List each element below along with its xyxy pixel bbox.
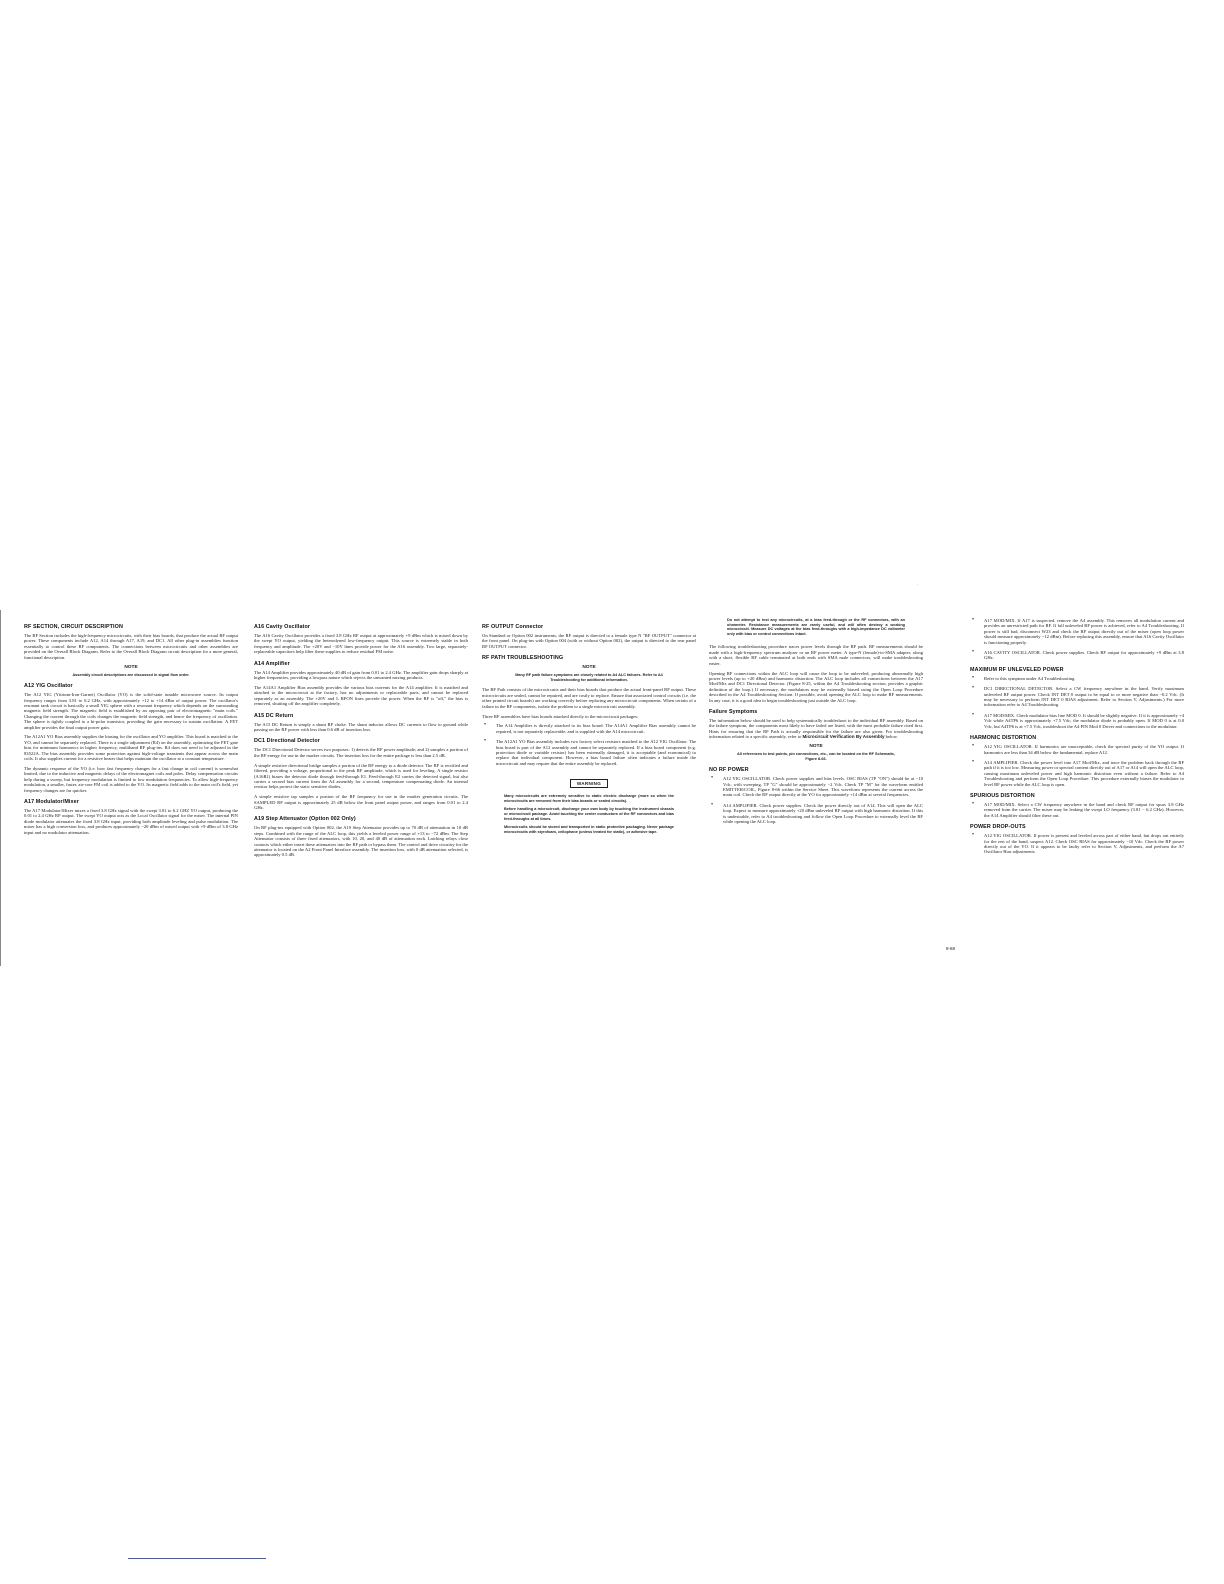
bullet-icon: • — [972, 800, 975, 807]
page-number: 8-68 — [946, 946, 956, 951]
bullet-list — [970, 802, 1184, 818]
paragraph: The RF Section includes the high-frequency microcircuits, with their bias boards, that produce the actual RF output power. These components include A12, A14 through A17, A19, and DC1. All other plug-in assemblies function essentially to control these RF components. The connections between microcircuits and other assemblies are provided on the Overall Block Diagram. Refer to the Overall Block Diagram circuit description for a more general, functional description. — [24, 633, 238, 660]
stray-mark: · — [917, 582, 919, 587]
heading-power-dropouts: POWER DROP-OUTS — [970, 824, 1026, 831]
column-2 — [254, 618, 468, 862]
paragraph: The A12A1 YO Bias assembly supplies the biasing for the oscillator and YO amplifier. This board is matched to the YO, and cannot be separately replaced. There is a single adjustment (R4) on the assembly, optimizing the FET gate bias for minimum harmonics in higher frequency, multiband RF plug-ins. R4 does not need to be adjusted in the 83522A. The bias assembly provides some protection against high-voltage transients that appear across the main coils. It also supplies current for a resistive heater that helps maintain the oscillator at a constant temperature. — [24, 734, 238, 762]
list-item: • A17 MOD/MIX. If A17 is suspected, remove the A4 assembly. This removes all modulation current and provides an unrestricted path for RF. If full unleveled RF power is achieved, refer to A4 Troubleshooting. If power is still bad, disconnect W23 and check the RF output directly out of the mixer (open loop power should measure approximately −12 dBm). Before replacing this assembly, ensure that A16 Cavity Oscillator is functioning properly. — [972, 617, 1184, 645]
paragraph: The A15 DC Return is simply a shunt RF choke. The shunt inductor allows DC currents to flow to ground while passing on the RF power with less than 0.6 dB of insertion loss. — [254, 721, 468, 732]
paragraph: Three RF assemblies have bias boards attached directly to the microcircuit packages: — [482, 713, 639, 719]
warning-text: Before handling a microcircuit, discharge your own body by touching the instrument chassis or microcircuit package. Avoid touching the center conductors of the RF connectors and bias feed-throughs at all times. — [504, 807, 674, 821]
paragraph: The following troubleshooting procedure traces power levels through the RF path. RF measurements should be made with a high-frequency spectrum analyzer or an RF power meter. A type-N (female)-to-SMA adapter, along with a short, flexible RF cable terminated at both ends with SMA male connectors, will make troubleshooting easier. — [709, 644, 923, 666]
column-3 — [482, 618, 696, 838]
column-4 — [709, 618, 923, 830]
list-item: • A12 YIG OSCILLATOR. If harmonics are unacceptable, check the spectral purity of the YO output. If harmonics are less than 34 dB below the fundamental, replace A12. — [972, 743, 1184, 755]
note-title: NOTE — [809, 744, 823, 750]
heading-a15: A15 DC Return — [254, 712, 294, 719]
bullet-list — [970, 618, 1184, 661]
paragraph: Opening RF connections within the ALC loop will cause the loop to be unleveled, producing abnormally high power levels (up to +20 dBm) and harmonic distortion. The ALC loop includes all connections between the A17 Mod/Mix and DC1 Directional Detector. (Figure 8-25, within the A4 Troubleshooting section, provides a graphic definition of the loop.) If necessary, the modulators may be externally biased using the Open Loop Procedure described in the A4 Troubleshooting Section. If possible, avoid opening the ALC loop to make RF measurements. In any case, it is a good idea to begin troubleshooting just outside the ALC loop. — [709, 670, 923, 703]
paragraph: The A14A1 Amplifier Bias assembly provides the various bias currents for the A14 amplifier. It is matched and attached to the microcircuit at the factory, has no adjustments or replaceable parts, and cannot be replaced separately as an assembly. The +20V and L RFON lines provide the power. When the RF is "off," the bias is removed, shutting off the amplifier completely. — [254, 684, 468, 707]
bullet-list — [970, 676, 1184, 729]
list-item: • A12 YIG OSCILLATOR. Check power supplies and bias levels. OSC BIAS (TP "ON") should be at −10 Vdc, with sweeping, TP "G" should be approximately −2 Vdc. Check TP "M" for the waveform entitled EMITTER/COIL, Figure 8-66 within the Service Sheet. This waveform represents the current across the main coil. Check the RF output directly at the YO for approximately +14 dBm at several frequencies. — [711, 775, 923, 798]
warning-text: Many microcircuits are extremely sensitive to static electric discharge (more so when the microcircuits are removed from their bias boards or sealed circuits). — [504, 794, 674, 803]
heading-rf-path-troubleshooting: RF PATH TROUBLESHOOTING — [482, 655, 564, 662]
note-body: Many RF path failure symptoms are closely related to A4 ALC failures. Refer to A4 Troubleshooting for additional information. — [515, 673, 663, 682]
note-box — [24, 665, 238, 678]
bullet-icon: • — [484, 722, 487, 729]
bullet-list — [482, 723, 696, 766]
bullet-icon: • — [972, 743, 975, 750]
column-5 — [970, 618, 1184, 860]
note-title: NOTE — [582, 665, 596, 671]
paragraph: The A16 Cavity Oscillator provides a fixed 3.8 GHz RF output at approximately +9 dBm which is mixed down by the swept YO output, yielding the heterodyned low-frequency output. This source is extremely stable in both frequency and amplitude. The +20V and −10V lines provide power for the A16 assembly. Two large, separately-replaceable capacitors help filter these supplies to reduce residual FM noise. — [254, 633, 468, 655]
warning-text: Microcircuits should be stored and transported in static protective packaging. Never package microcircuits with styrofoam, cellophane (unless treated for static), or adhesive tape. — [504, 825, 674, 834]
heading-a16: A16 Cavity Oscillator — [254, 624, 311, 630]
note-title: NOTE — [124, 664, 138, 670]
warning-box — [482, 772, 696, 790]
heading-failure-symptoms: Failure Symptoms — [709, 708, 758, 715]
list-item: • A14 AMPLIFIER. Check the power level into A17 Mod/Mix, and trace the problem back through the RF path if it is too low. Measuring power or spectral content directly out of A17 or A14 will open the ALC loop, causing maximum unleveled power and high harmonic distortion even without a failure. Refer to A4 Troubleshooting and perform the Open Loop Procedure. This procedure externally biases the modulator to level RF power while the ALC loop is open. — [972, 758, 1184, 787]
bullet-icon: • — [972, 758, 975, 765]
heading-a12: A12 YIG Oscillator — [24, 683, 73, 690]
heading-max-rf: MAXIMUM RF UNLEVELED POWER — [970, 666, 1064, 673]
list-item: • The A12A1 YO Bias assembly includes two factory select resistors matched to the A12 YIG Oscillator. The bias board is part of the A12 assembly and cannot be separately replaced. If a bias board component (e.g. protection diode or variable resistor) has been externally damaged, it is acceptable (and economical) to replace that individual component. However, a bias board failure often indicates a failure inside the microcircuit and may require that the entire assembly be replaced. — [484, 738, 696, 766]
note-body: Assembly circuit descriptions are discussed in signal flow order. — [72, 672, 190, 677]
paragraph: The RF Path consists of the microcircuits and their bias boards that produce the actual front-panel RF output. These microcircuits are sealed, cannot be repaired, and are costly to replace. Ensure that associated control circuits (i.e. the other printed circuit boards) are working correctly before replacing any microcircuit components. When certain of a failure in the RF components, isolate the problem to a single microcircuit assembly. — [482, 687, 696, 709]
list-item: • A14 AMPLIFIER. Check power supplies. Check the power directly out of A14. This will open the ALC loop. Expect to measure approximately +20 dBm unleveled RF output with high harmonic distortion. If this is undesirable, refer to A4 troubleshooting and follow the Open Loop Procedure to externally level the RF while opening the ALC loop. — [711, 801, 923, 825]
caution-text: Do not attempt to test any microcircuits, at a bias feed-through or the RF connectors, with an ohmmeter. Resistance measurements are rarely useful, and will often destroy a working microcircuit. Measure DC voltages at the bias feed-throughs with a high-impedance DC voltmeter only with bias or control connections intact. — [727, 618, 905, 636]
bullet-list — [970, 744, 1184, 787]
bullet-icon: • — [972, 711, 975, 718]
list-item: • The A14 Amplifier is directly attached to its bias board. The A14A1 Amplifier Bias assembly cannot be repaired, is not separately replaceable, and is supplied with the A14 microcircuit. — [484, 722, 696, 734]
warning-title: WARNING — [570, 779, 608, 788]
bullet-icon: • — [972, 617, 975, 623]
heading-spurious: SPURIOUS DISTORTION — [970, 792, 1035, 799]
paragraph: On RF plug-ins equipped with Option 002, the A19 Step Attenuator provides up to 70 dB of attenuation in 10 dB steps. Combined with the range of the ALC loop, this yields a leveled power range of +13 to −72 dBm. The Step Attenuator consists of three fixed attenuators, with 10, 20, and 40 dB of attenuation each. Latching relays close contacts which either insert these attenuators into the RF path or bypass them. The control and drive circuitry for the attenuator is located on the A2 Front Panel Interface assembly. The insertion loss, with 0 dB attenuation selected, is approximately 0.5 dB. — [254, 825, 468, 858]
paragraph: On Standard or Option 002 instruments, the RF output is directed to a female type N "RF OUTPUT" connector at the front panel. On plug-ins with Option 004 (with or without Option 002), the output is directed to the rear panel RF OUTPUT connector. — [482, 633, 696, 649]
list-item: • A12 YIG OSCILLATOR. If power is present and leveled across part of either band, but drops out entirely for the rest of the band, suspect A12. Check OSC BIAS for approximately −10 Vdc. Check the RF power directly out of the YO. If it appears to be faulty refer to Section V, Adjustments, and perform the A7 Oscillator Bias adjustments. — [972, 832, 1184, 855]
heading-rf-output: RF OUTPUT Connector — [482, 624, 544, 630]
list-item: • A17 MOD/MIX. Select a CW frequency anywhere in the band and check RF output for spurs 3.8 GHz removed from the carrier. The mixer may be leaking the swept LO frequency (3.81 − 6.2 GHz). However, the A14 Amplifier should filter these out. — [972, 800, 1184, 818]
bullet-icon: • — [972, 685, 975, 692]
bullet-icon: • — [711, 775, 714, 782]
bullet-list — [709, 776, 923, 824]
heading-no-rf-power: NO RF POWER — [709, 767, 749, 774]
paragraph: The A12 YIG (Yttrium-Iron-Garnet) Oscillator (YO) is the solid-state tunable microwave source. Its output frequency ranges from 3.81 to 6.2 GHz, with approximately +12 to +14 dBm of output power. The oscillator's resonant tank circuit is basically a small YIG sphere with a resonant frequency which depends on the surrounding magnetic field strength. The magnetic field is established by an opposing pair of electromagnetic "main coils." Changing the current through the coils changes the magnetic field strength, and hence the frequency of oscillation. The sphere is tightly coupled to a bi-polar transistor, providing the gain necessary to sustain oscillation. A FET amplifier provides the final output power gain. — [24, 692, 238, 730]
paragraph: The A14 Amplifier provides approximately 40 dB of gain from 0.01 to 2.4 GHz. The amplifier gain drops sharply at higher frequencies, providing a lowpass nature which rejects the unwanted mixing products. — [254, 669, 468, 681]
heading-a14: A14 Amplifier — [254, 660, 290, 667]
bullet-list — [970, 833, 1184, 855]
heading-dc1: DC1 Directional Detector — [254, 738, 320, 745]
list-item: • DC1 DIRECTIONAL DETECTOR. Select a CW frequency anywhere in the band. Verify maximum unleveled RF output power. Check INT DET 0 output to be equal to or more negative than −0.2 Vdc. (It may be necessary to perform INT DET 0 BIAS adjustment. Refer to Section V, Adjustments.) For more information refer to A4 Troubleshooting. — [972, 685, 1184, 708]
bullet-icon: • — [972, 674, 975, 681]
note-body: All references to test points, pin connections, etc., can be located on the RF Schematic, Figure 8-66. — [736, 752, 896, 761]
paragraph: The DC1 Directional Detector serves two purposes: 1) detects the RF power amplitude; and 2) samples a portion of the RF energy for use in the marker circuits. The insertion loss for the entire package is less than 2.5 dB. — [254, 747, 468, 758]
paragraph: The dynamic response of the YO (i.e. how fast frequency changes for a fast change in coil current) is somewhat limited, due to the inductive and magnetic delays of the electromagnet coils and poles. Delay compensation circuits help during a sweep, but frequency modulation is limited to low modulation frequencies. To allow high-frequency modulation, a smaller, faster, air-core FM coil is added to the YO. Its magnetic field adds to the main coil's field, yet frequency changes are far quicker. — [24, 766, 238, 793]
heading-rf-section: RF SECTION, CIRCUIT DESCRIPTION — [24, 624, 123, 630]
paragraph: The A17 Modulator/Mixer mixes a fixed 3.8 GHz signal with the swept 3.81 to 6.2 GHZ YO output, producing the 0.01 to 2.4 GHz RF output. The swept YO output acts as the Local Oscillator signal for the mixer. The internal PIN diode modulator attenuates the fixed 3.8 GHz input, providing both amplitude leveling and pulse modulation. The mixer has a high conversion loss, and produces approximately −20 dBm of mixed output with +9 dBm of 3.8 GHz input and no modulator attenuation. — [24, 808, 238, 835]
heading-a19: A19 Step Attenuator (Option 002 Only) — [254, 816, 356, 823]
list-item: • A17 MOD/MIX. Check modulator bias line MOD 0. It should be slightly negative. If it is approximately +4 Vdc while A4TP6 is approximately +7.5 Vdc, the modulator diode is probably open. If MOD 0 is at 0.0 Vdc, but A4TP6 is at +7.5 Vdc, troubleshoot the A4 PIN Mod 0 Driver and connections to the modulator. — [972, 711, 1184, 729]
bullet-icon: • — [972, 649, 975, 656]
note-box — [709, 744, 923, 761]
bottom-rule — [128, 1558, 266, 1559]
bullet-icon: • — [484, 738, 487, 745]
heading-a17: A17 Modulator/Mixer — [24, 799, 79, 806]
paragraph: A simple resistive directional bridge samples a portion of the RF energy to a diode detector. The RF is rectified and filtered, providing a voltage, proportional to the peak RF amplitude, which is used for leveling. A single resistor (A16R1) biases the detector diode through feed-through E1. Feed-through E2 carries the detected signal, but also carries a second bias current from the A4 assembly for a second, temperature compensating diode. An internal resistor helps protect the static sensitive diodes. — [254, 762, 468, 790]
list-item: • Refer to this symptom under A4 Troubleshooting. — [972, 674, 1076, 681]
heading-harmonic: HARMONIC DISTORTION — [970, 735, 1037, 742]
bullet-icon: • — [972, 832, 975, 839]
page-edge-line — [0, 610, 1, 966]
paragraph: The information below should be used to help systematically troubleshoot to the individual RF assembly. Based on the failure symptom, the components most likely to have failed are listed, with the most probable failure cited first. Hints for ensuring that the RF Path is actually responsible for the failure are also given. For troubleshooting information related to a specific assembly, refer to Microcircuit Verification By Assembly below. — [709, 717, 923, 740]
bullet-icon: • — [711, 801, 714, 808]
note-box — [482, 665, 696, 682]
column-1 — [24, 618, 238, 840]
paragraph: A simple resistive tap samples a portion of the RF frequency for use in the marker generation circuits. The SAMPLED RF output is approximately 25 dB below the front panel output power, and ranges from 0.01 to 2.4 GHz. — [254, 794, 468, 811]
list-item: • A16 CAVITY OSCILLATOR. Check power supplies. Check RF output for approximately +9 dBm at 3.8 GHz. — [972, 649, 1184, 661]
